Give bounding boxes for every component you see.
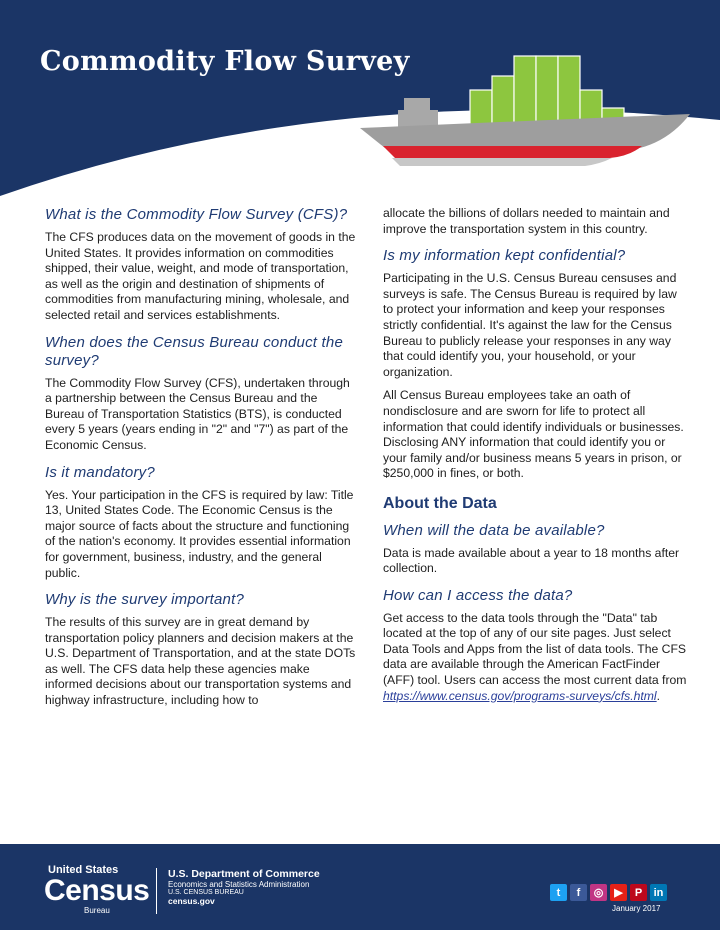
footer-divider <box>156 868 157 914</box>
heading-why-important: Why is the survey important? <box>45 591 245 609</box>
paragraph-what-is-cfs: The CFS produces data on the movement of goods in the United States. It provides information on commodities shipped, their value, weight, and mode of transportation, as well as the origin and destination of shipments of commodities from manufacturing mining, wholesale, and selected retail and services establishments. <box>45 230 356 322</box>
section-about-data: About the Data <box>383 494 497 512</box>
right-column <box>383 206 688 712</box>
linkedin-icon[interactable]: in <box>650 884 667 901</box>
access-text: Get access to the data tools through the "Data" tab located at the top of any of our site pages. Just select Data Tools and Apps from the list of data tools. The CFS data are available through the American FactFinder (AFF) tool. Users can access the most current data from <box>383 610 687 688</box>
heading-when-conduct: When does the Census Bureau conduct the survey? <box>45 333 343 369</box>
publication-date: January 2017 <box>612 904 661 913</box>
paragraph-data-available: Data is made available about a year to 18 months after collection. <box>383 545 680 576</box>
facebook-icon[interactable]: f <box>570 884 587 901</box>
department-name: U.S. Department of Commerce <box>168 868 320 880</box>
left-column <box>45 196 357 717</box>
paragraph-mandatory: Yes. Your participation in the CFS is required by law: Title 13, United States Code. The Economic Census is the major source of facts about the structure and functioning of the nation's economy. It provides essential information for government, business, industry, and the general public. <box>45 487 354 580</box>
page-title: Commodity Flow Survey <box>40 46 410 77</box>
social-icons <box>550 884 667 901</box>
logo-bureau: Bureau <box>84 906 110 915</box>
heading-access-data: How can I access the data? <box>383 586 573 604</box>
cfs-website-link[interactable]: https://www.census.gov/programs-surveys/cfs.html <box>383 688 657 703</box>
census-logo: Census <box>44 874 150 907</box>
paragraph-access-data <box>383 611 688 705</box>
paragraph-confidential-2: All Census Bureau employees take an oath of nondisclosure and are sworn for life to protect all information that could identify individuals or businesses. Disclosing ANY information that could identify you or your family and/or business means 5 years in prison, or $250,000 in fines, or both. <box>383 388 684 481</box>
administration-name: Economics and Statistics Administration <box>168 880 310 889</box>
paragraph-why-important: The results of this survey are in great demand by transportation policy planners and decision makers at the U.S. Department of Transportation, and at the state DOTs as well. The CFS data help these agencies make informed decisions about our transportation systems and highway infrastructure, including how to <box>45 615 356 708</box>
pinterest-icon[interactable]: P <box>630 884 647 901</box>
heading-confidential: Is my information kept confidential? <box>383 247 626 265</box>
paragraph-when-conduct: The Commodity Flow Survey (CFS), undertaken through a partnership between the Census Bureau and the Bureau of Transportation Statistics (BTS), is conducted every 5 years (years ending in "2" and "7") as part of the Economic Census. <box>45 375 350 452</box>
department-info <box>168 868 320 906</box>
bureau-name: U.S. CENSUS BUREAU <box>168 889 244 896</box>
paragraph-continued: allocate the billions of dollars needed to maintain and improve the transportation system in this country. <box>383 206 670 236</box>
header-banner <box>0 0 720 210</box>
ship-illustration <box>0 0 720 210</box>
footer <box>0 844 720 930</box>
logo-united-states: United States <box>48 864 119 876</box>
website-name: census.gov <box>168 896 215 906</box>
twitter-icon[interactable]: t <box>550 884 567 901</box>
paragraph-confidential-1: Participating in the U.S. Census Bureau censuses and surveys is safe. The Census Bureau is required by law to protect your information and keep your responses strictly confidential. It's against the law for the Census Bureau to publicly release your responses in any way that could identify you, your household, or your organization. <box>383 271 677 379</box>
access-period: . <box>656 688 661 703</box>
heading-mandatory: Is it mandatory? <box>45 463 155 481</box>
heading-data-available: When will the data be available? <box>383 521 605 539</box>
instagram-icon[interactable]: ◎ <box>590 884 607 901</box>
youtube-icon[interactable]: ▶ <box>610 884 627 901</box>
heading-what-is-cfs: What is the Commodity Flow Survey (CFS)? <box>45 206 348 223</box>
